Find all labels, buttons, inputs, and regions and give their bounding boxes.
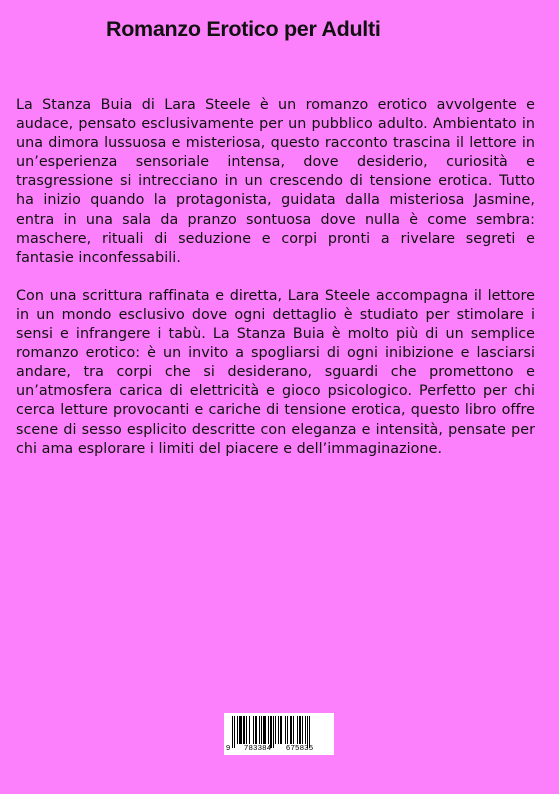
barcode-bar (239, 716, 242, 744)
barcode-bar (261, 716, 262, 744)
barcode-bar (280, 716, 282, 744)
barcode-left-digits: 783384 (244, 743, 272, 752)
barcode-bar (243, 716, 245, 744)
cover-title: Romanzo Erotico per Adulti (106, 17, 381, 41)
barcode-bar (297, 716, 298, 744)
barcode-bar (299, 716, 301, 744)
synopsis-paragraph-1: La Stanza Buia di Lara Steele è un romanzo erotico avvolgente e audace, pensato esclusivamente per un pubblico adulto. Ambientato in una dimora lussuosa e misteriosa, questo racconto trascina il lettore in un’esperienza sensoriale intensa, dove desiderio, curiosità e trasgressione si intrecciano in un crescendo di tensione erotica. Tutto ha inizio quando la protagonista, guidata dalla misteriosa Jasmine, entra in una sala da pranzo sontuosa dove nulla è come sembra: maschere, rituali di seduzione e corpi pronti a rivelare segreti e fantasie inconfessabili. (16, 97, 535, 266)
barcode-bar (302, 716, 303, 744)
synopsis-paragraph-2: Con una scrittura raffinata e diretta, Lara Steele accompagna il lettore in un mondo esclusivo dove ogni dettaglio è studiato per stimolare i sensi e infrangere i tabù. La Stanza Buia è molto più di un semplice romanzo erotico: è un invito a spogliarsi di ogni inibizione e lasciarsi andare, tra corpi che si desiderano, sguardi che promettono e un’atmosfera carica di elettricità e gioco psicologico. Perfetto per chi cerca letture provocanti e cariche di tensione erotica, questo libro offre scene di sesso esplicito descritte con eleganza e intensità, pensate per chi ama esplorare i limiti del piacere e dell’immaginazione. (16, 287, 535, 457)
barcode-bar (249, 716, 250, 744)
barcode-bar (275, 716, 276, 744)
barcode-bar (290, 716, 292, 744)
barcode-bar (263, 716, 266, 744)
barcode-right-digits: 675835 (286, 743, 314, 752)
barcode-bar (305, 716, 306, 744)
barcode-bar (259, 716, 260, 744)
barcode-bar (268, 716, 269, 744)
barcode-lead-digit: 9 (226, 743, 231, 752)
barcode-bar (273, 716, 274, 748)
barcode-bar (287, 716, 288, 744)
barcode-bars (224, 713, 334, 755)
barcode-bar (232, 716, 233, 748)
barcode-bar (285, 716, 286, 744)
barcode-bar (246, 716, 247, 744)
isbn-barcode (224, 713, 334, 755)
barcode-bar (234, 716, 235, 748)
barcode-bar (278, 716, 279, 744)
barcode-bar (253, 716, 254, 744)
barcode-bar (237, 716, 238, 744)
barcode-bar (293, 716, 294, 744)
barcode-bar (255, 716, 257, 744)
synopsis (16, 96, 535, 478)
